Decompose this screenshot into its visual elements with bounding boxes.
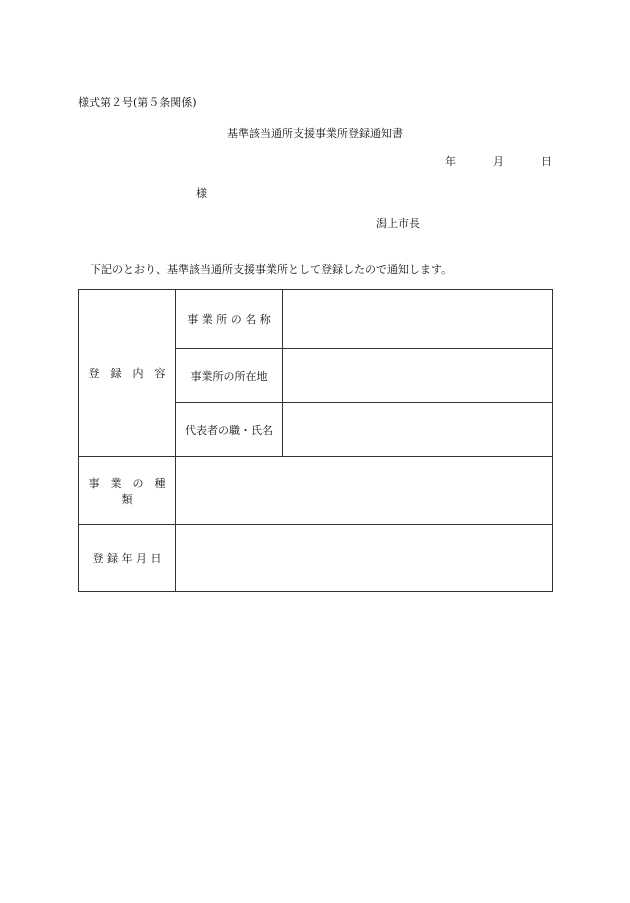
registration-date-label: 登 録 年 月 日 bbox=[92, 552, 162, 565]
intro-text: 下記のとおり、基準該当通所支援事業所として登録したので通知します。 bbox=[90, 263, 453, 276]
date-month: 月 bbox=[493, 155, 504, 168]
label-business-address: 事業所の所在地 bbox=[190, 369, 268, 383]
date-year: 年 bbox=[445, 155, 456, 168]
table-row bbox=[79, 457, 553, 525]
value-business-name[interactable] bbox=[283, 290, 553, 349]
table-row bbox=[79, 525, 553, 592]
document-title: 基準該当通所支援事業所登録通知書 bbox=[227, 127, 403, 140]
group-label-cell bbox=[79, 290, 176, 457]
business-type-label: 事 業 の 種 類 bbox=[88, 476, 177, 506]
group-label: 登 録 内 容 bbox=[88, 367, 166, 380]
label-business-name: 事 業 所 の 名 称 bbox=[187, 313, 271, 326]
value-registration-date[interactable] bbox=[176, 525, 553, 592]
addressee-suffix: 様 bbox=[196, 187, 207, 200]
date-line bbox=[445, 155, 552, 169]
row-label-cell bbox=[176, 403, 283, 457]
label-representative: 代表者の職・氏名 bbox=[185, 423, 273, 437]
business-type-label-cell bbox=[79, 457, 176, 525]
registration-table bbox=[78, 289, 553, 592]
date-day: 日 bbox=[541, 155, 552, 168]
row-label-cell bbox=[176, 290, 283, 349]
row-label-cell bbox=[176, 349, 283, 403]
table-row bbox=[79, 290, 553, 349]
value-business-address[interactable] bbox=[283, 349, 553, 403]
form-number: 様式第２号(第５条関係) bbox=[78, 96, 197, 109]
value-representative[interactable] bbox=[283, 403, 553, 457]
issuer: 潟上市長 bbox=[376, 217, 420, 230]
value-business-type[interactable] bbox=[176, 457, 553, 525]
registration-date-label-cell bbox=[79, 525, 176, 592]
